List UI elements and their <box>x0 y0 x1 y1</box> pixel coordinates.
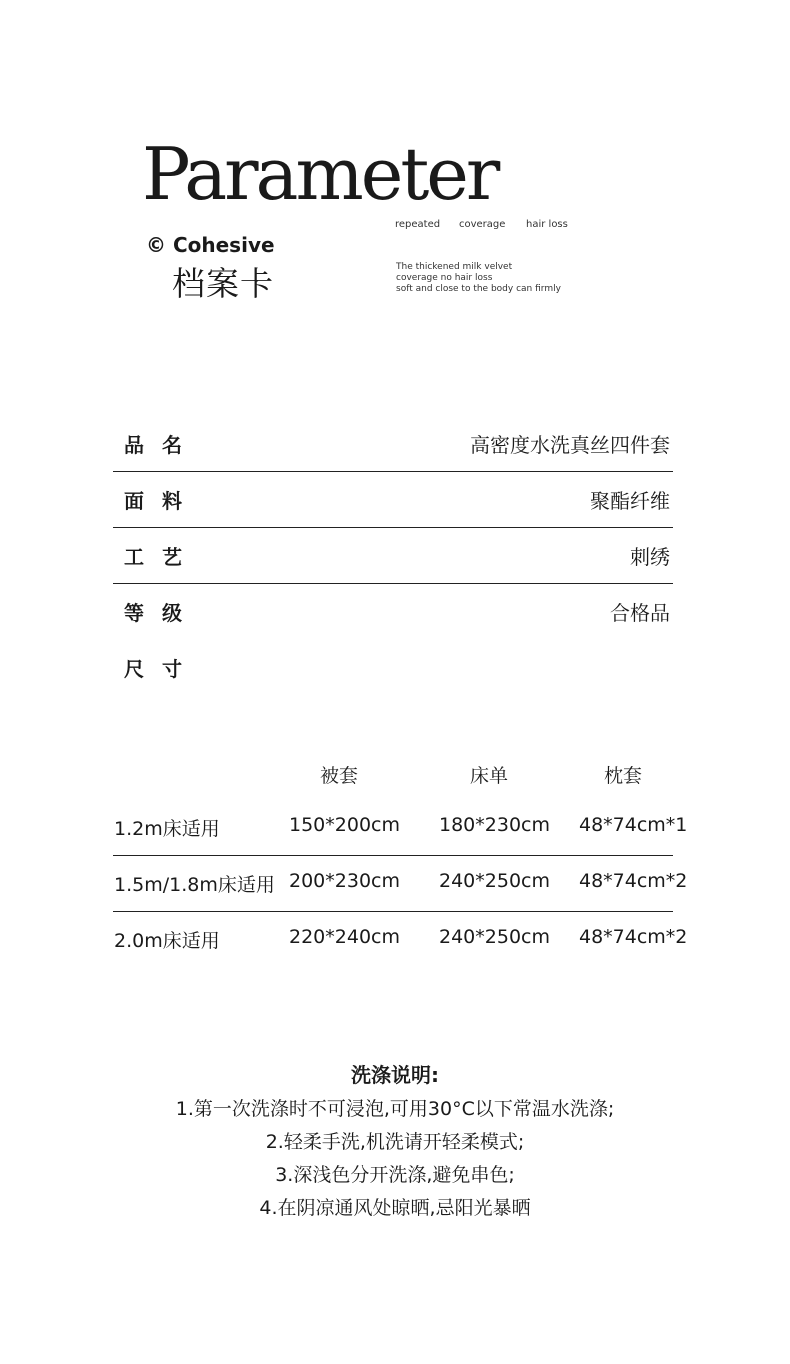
table-cell-sheet: 240*250cm <box>439 926 550 948</box>
washing-line: 4.在阴凉通风处晾晒,忌阳光暴晒 <box>259 1197 531 1219</box>
table-cell-duvet: 150*200cm <box>289 814 400 836</box>
brand-name: © Cohesive <box>146 233 275 257</box>
table-cell-duvet: 220*240cm <box>289 926 400 948</box>
description-line: coverage no hair loss <box>396 273 493 283</box>
param-label: 面料 <box>124 488 200 513</box>
param-label: 工艺 <box>124 544 200 569</box>
param-row-grade <box>113 583 673 639</box>
param-row-name <box>113 415 673 472</box>
table-cell-bed-size: 1.5m/1.8m床适用 <box>114 874 275 896</box>
table-cell-duvet: 200*230cm <box>289 870 400 892</box>
table-cell-bed-size: 2.0m床适用 <box>114 930 220 952</box>
param-value: 高密度水洗真丝四件套 <box>470 432 670 457</box>
param-row-size <box>113 639 673 695</box>
description-line: The thickened milk velvet <box>396 262 513 272</box>
table-cell-pillowcase: 48*74cm*2 <box>579 870 688 892</box>
washing-title: 洗涤说明: <box>351 1063 439 1087</box>
table-row <box>113 855 688 912</box>
tag-hair-loss: hair loss <box>526 219 568 230</box>
washing-line: 1.第一次洗涤时不可浸泡,可用30°C以下常温水洗涤; <box>175 1098 615 1120</box>
table-row <box>113 799 688 856</box>
param-label: 尺寸 <box>124 656 200 681</box>
param-label: 品名 <box>124 432 200 457</box>
washing-line: 3.深浅色分开洗涤,避免串色; <box>275 1164 515 1186</box>
table-cell-pillowcase: 48*74cm*2 <box>579 926 688 948</box>
description-line: soft and close to the body can firmly <box>396 284 561 294</box>
tag-repeated: repeated <box>395 219 441 230</box>
table-cell-bed-size: 1.2m床适用 <box>114 818 220 840</box>
param-value: 合格品 <box>610 600 670 625</box>
param-label: 等级 <box>124 600 200 625</box>
param-value: 聚酯纤维 <box>590 488 670 513</box>
table-header-duvet: 被套 <box>320 765 359 787</box>
table-cell-sheet: 180*230cm <box>439 814 550 836</box>
table-cell-pillowcase: 48*74cm*1 <box>579 814 688 836</box>
param-row-fabric <box>113 471 673 528</box>
table-cell-sheet: 240*250cm <box>439 870 550 892</box>
table-header-pillowcase: 枕套 <box>604 765 643 787</box>
param-value: 刺绣 <box>630 544 670 569</box>
washing-line: 2.轻柔手洗,机洗请开轻柔模式; <box>265 1131 525 1153</box>
table-row <box>113 911 688 967</box>
table-header-sheet: 床单 <box>470 765 509 787</box>
tag-coverage: coverage <box>459 219 506 230</box>
product-description <box>396 262 561 295</box>
param-row-craft <box>113 527 673 584</box>
page-title: Parameter <box>142 132 498 216</box>
subtitle-cn: 档案卡 <box>172 264 274 303</box>
